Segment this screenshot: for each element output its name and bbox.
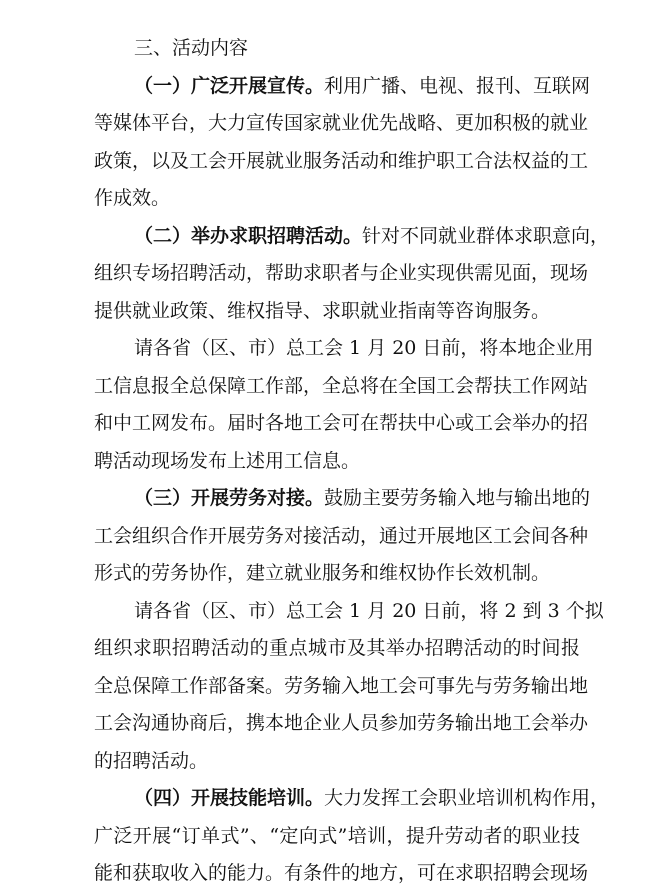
- paragraph-heading: （三）开展劳务对接。: [134, 487, 325, 509]
- paragraph-line: （二）举办求职招聘活动。针对不同就业群体求职意向，: [134, 224, 610, 247]
- paragraph-skills-training: [94, 780, 610, 893]
- paragraph-line: 请各省（区、市）总工会 1 月 20 日前，将本地企业用: [134, 337, 594, 359]
- paragraph-employment-info: [94, 330, 594, 480]
- paragraph-line: 工会沟通协商后，携本地企业人员参加劳务输出地工会举办: [94, 712, 589, 734]
- paragraph-heading: （一）广泛开展宣传。: [134, 74, 325, 97]
- paragraph-recruitment: [94, 218, 610, 331]
- paragraph-line: 作成效。: [94, 187, 171, 209]
- paragraph-line: （四）开展技能培训。大力发挥工会职业培训机构作用，: [134, 787, 610, 809]
- paragraph-publicity: [94, 68, 591, 218]
- paragraph-line: 工信息报全总保障工作部，全总将在全国工会帮扶工作网站: [94, 374, 589, 397]
- paragraph-line: 政策，以及工会开展就业服务活动和维护职工合法权益的工: [94, 149, 589, 172]
- paragraph-labor-matching: [94, 480, 591, 593]
- paragraph-line: 组织求职招聘活动的重点城市及其举办招聘活动的时间报: [94, 637, 580, 659]
- paragraph-line: （一）广泛开展宣传。利用广播、电视、报刊、互联网: [134, 74, 591, 97]
- paragraph-line: 等媒体平台，大力宣传国家就业优先战略、更加积极的就业: [94, 112, 589, 134]
- paragraph-line: 工会组织合作开展劳务对接活动，通过开展地区工会间各种: [94, 524, 589, 547]
- paragraph-line: 全总保障工作部备案。劳务输入地工会可事先与劳务输出地: [94, 674, 589, 697]
- paragraph-heading: （四）开展技能培训。: [134, 787, 325, 809]
- paragraph-line: 能和获取收入的能力。有条件的地方，可在求职招聘会现场: [94, 862, 589, 884]
- paragraph-line: （三）开展劳务对接。鼓励主要劳务输入地与输出地的: [134, 487, 591, 509]
- paragraph-line: 广泛开展“订单式”、“定向式”培训，提升劳动者的职业技: [94, 824, 580, 847]
- paragraph-line: 和中工网发布。届时各地工会可在帮扶中心或工会举办的招: [94, 412, 589, 434]
- paragraph-line: 提供就业政策、维权指导、求职就业指南等咨询服务。: [94, 299, 551, 322]
- paragraph-line: 形式的劳务协作，建立就业服务和维权协作长效机制。: [94, 562, 551, 584]
- document-page: [94, 30, 610, 893]
- paragraph-line: 的招聘活动。: [94, 749, 209, 772]
- paragraph-line: 聘活动现场发布上述用工信息。: [94, 449, 361, 472]
- paragraph-city-filing: [94, 593, 604, 781]
- paragraph-line: 请各省（区、市）总工会 1 月 20 日前，将 2 到 3 个拟: [134, 599, 604, 622]
- paragraph-heading: （二）举办求职招聘活动。: [134, 224, 363, 247]
- paragraph-line: 组织专场招聘活动，帮助求职者与企业实现供需见面，现场: [94, 262, 589, 284]
- section-title: 三、活动内容: [134, 37, 249, 59]
